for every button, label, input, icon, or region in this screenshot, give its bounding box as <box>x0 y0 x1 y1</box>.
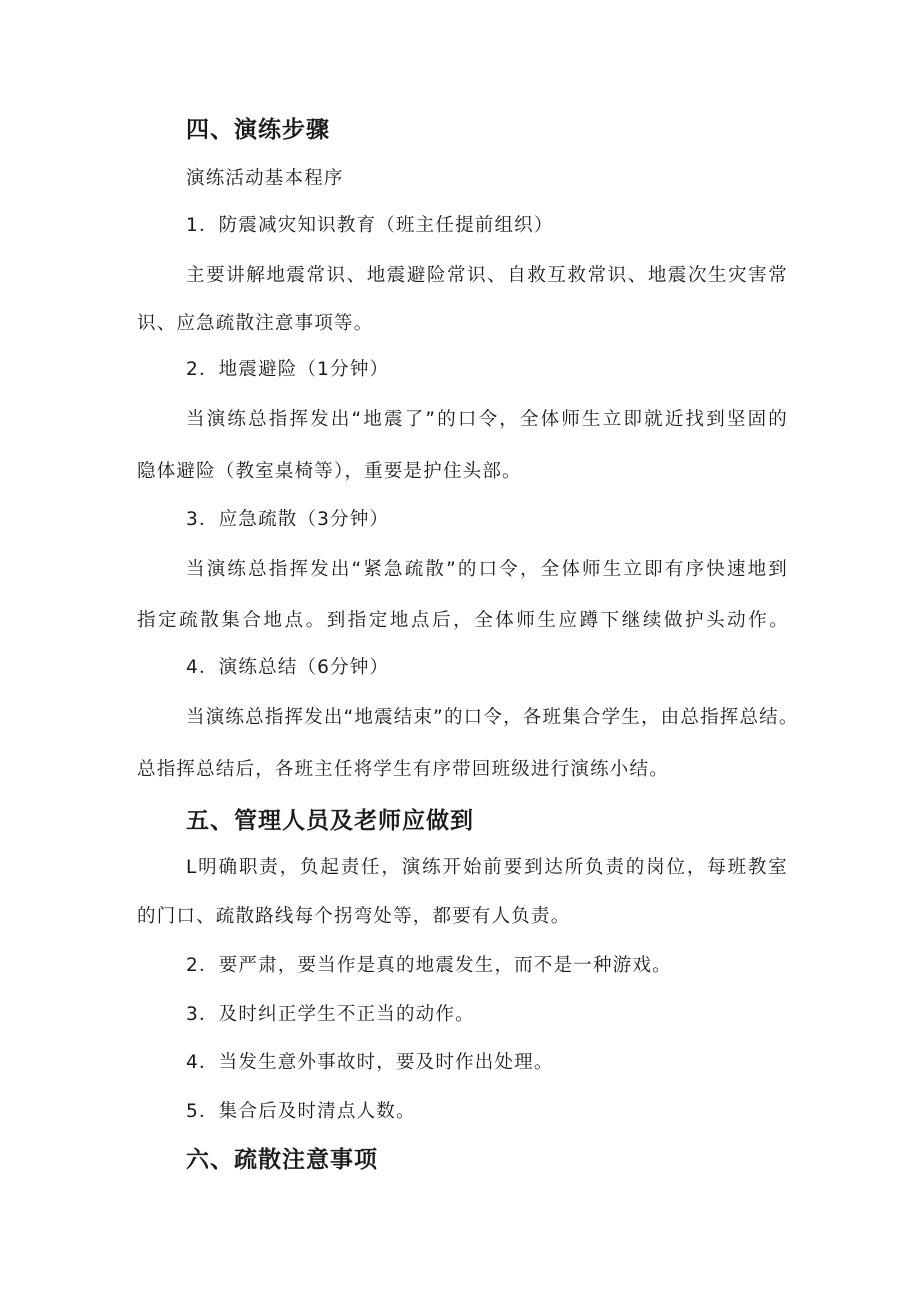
duty-item-1a: L明确职责，负起责任，演练开始前要到达所负责的岗位，每班教室 <box>186 857 788 878</box>
duty-item-5: 5．集合后及时清点人数。 <box>186 1101 416 1122</box>
step-text-2b: 隐体避险（教室桌椅等），重要是护住头部。 <box>137 461 522 482</box>
section-heading-5: 五、管理人员及老师应做到 <box>186 808 474 834</box>
step-text-2a: 当演练总指挥发出“地震了”的口令，全体师生立即就近找到坚固的 <box>186 409 788 430</box>
step-text-3a: 当演练总指挥发出“紧急疏散”的口令，全体师生立即有序快速地到 <box>186 559 788 580</box>
duty-item-4: 4．当发生意外事故时，要及时作出处理。 <box>186 1052 554 1073</box>
step-title-1: 1．防震减灾知识教育（班主任提前组织） <box>186 215 554 236</box>
step-text-1b: 识、应急疏散注意事项等。 <box>137 313 374 334</box>
section-heading-6: 六、疏散注意事项 <box>186 1147 378 1173</box>
step-title-4: 4．演练总结（6分钟） <box>186 657 390 678</box>
step-text-3b: 指定疏散集合地点。到指定地点后，全体师生应蹲下继续做护头动作。 <box>137 610 789 631</box>
duty-item-3: 3．及时纠正学生不正当的动作。 <box>186 1004 475 1025</box>
duty-item-2: 2．要严肃，要当作是真的地震发生，而不是一种游戏。 <box>186 955 672 976</box>
section-heading-4: 四、演练步骤 <box>186 117 330 143</box>
step-text-1a: 主要讲解地震常识、地震避险常识、自救互救常识、地震次生灾害常 <box>186 265 788 286</box>
step-text-4b: 总指挥总结后，各班主任将学生有序带回班级进行演练小结。 <box>137 759 669 780</box>
section-intro: 演练活动基本程序 <box>186 168 344 189</box>
step-title-3: 3．应急疏散（3分钟） <box>186 509 390 530</box>
step-title-2: 2．地震避险（1分钟） <box>186 359 390 380</box>
step-text-4a: 当演练总指挥发出“地震结束”的口令，各班集合学生，由总指挥总结。 <box>186 707 799 728</box>
duty-item-1b: 的门口、疏散路线每个拐弯处等，都要有人负责。 <box>137 906 571 927</box>
